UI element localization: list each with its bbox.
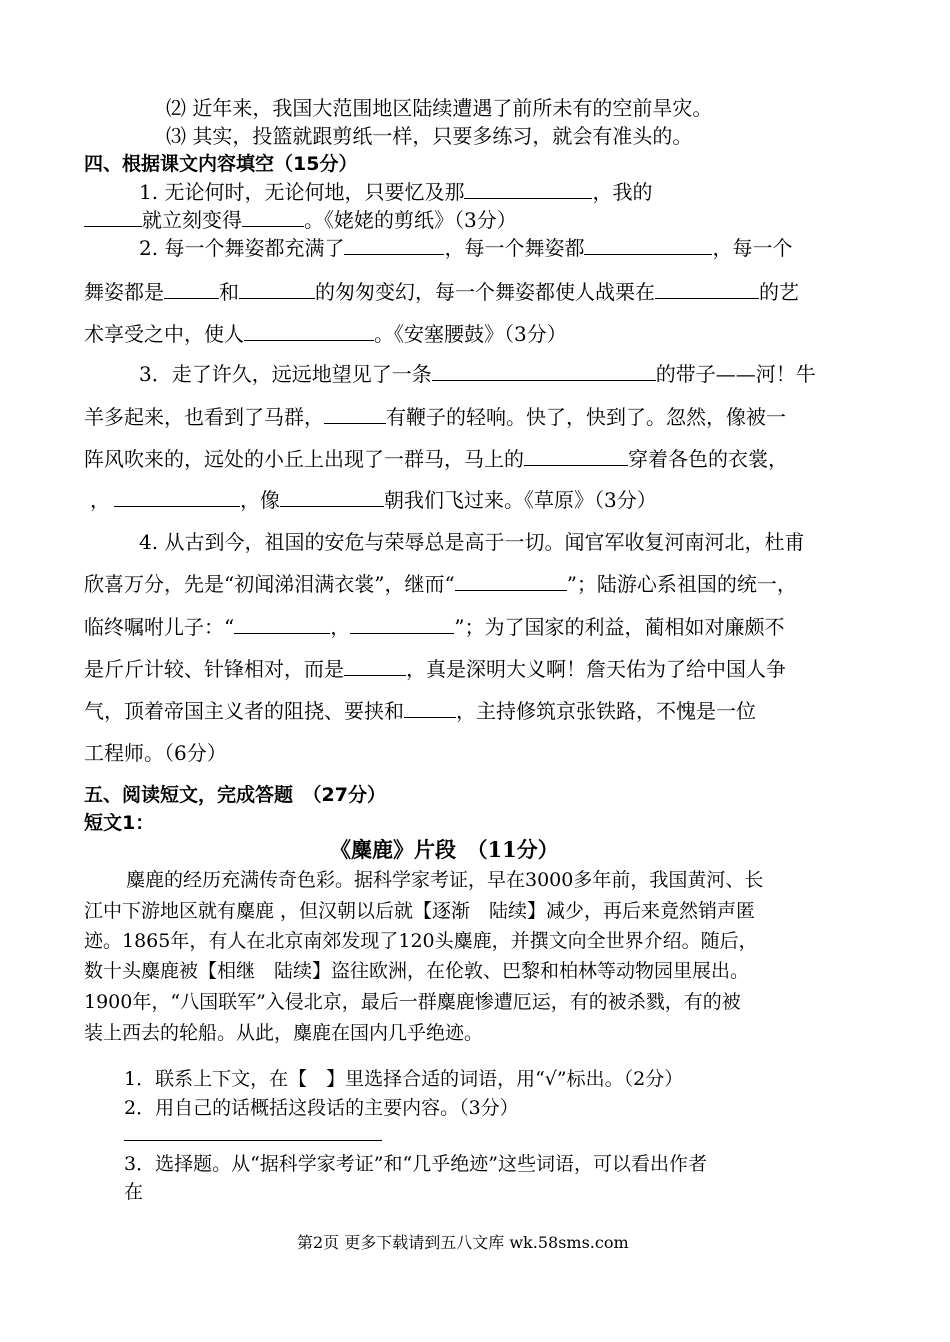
answer-blank[interactable] [464,180,592,199]
answer-blank[interactable] [350,615,454,634]
s4-q4-text-e: ， [330,615,351,639]
s4-q2-text-h: 术享受之中，使人 [84,322,244,346]
s4-q2-text-f: 的匆匆变幻，每一个舞姿都使人战栗在 [315,280,655,304]
s4-q2-line3 [84,322,567,346]
s4-q4-line5 [84,699,756,723]
s4-q4-line2 [84,572,797,596]
s4-q4-text-f: ”；为了国家的利益，蔺相如对廉颇不 [454,615,785,639]
s5-question-3-line1: 3．选择题。从“据科学家考证”和“几乎绝迹”这些词语，可以看出作者 [124,1153,707,1175]
s4-q2-text-i: 。《安塞腰鼓》（3分） [374,322,567,346]
s4-q3-line4 [90,488,657,512]
answer-blank[interactable] [432,362,656,381]
answer-blank[interactable] [344,236,444,255]
s4-q3-text-i: 朝我们飞过来。《草原》（3分） [384,488,657,512]
s5-question-2: 2．用自己的话概括这段话的主要内容。（3分） [124,1097,519,1119]
s4-q4-line3 [84,615,784,639]
s4-q3-text-a: 3．走了许久，远远地望见了一条 [139,362,432,386]
s4-q3-text-f: 穿着各色的衣裳， [628,447,788,471]
answer-blank[interactable] [234,615,330,634]
passage-line-3: 迹。1865年，有人在北京南郊发现了120头麋鹿，并撰文向全世界介绍。随后， [84,930,758,952]
answer-blank[interactable] [655,280,759,299]
s4-q3-text-b: 的带子——河！牛 [655,362,816,386]
s4-q4-text-k: 工程师。（6分） [84,741,227,765]
answer-blank[interactable] [239,280,315,299]
s4-q4-text-h: ，真是深明大义啊！詹天佑为了给中国人争 [406,657,786,681]
answer-blank[interactable] [114,488,240,507]
s4-q3-text-d: 有鞭子的轻响。快了，快到了。忽然，像被一 [386,405,786,429]
passage-line-6: 装上西去的轮船。从此，麋鹿在国内几乎绝迹。 [84,1022,484,1044]
answer-blank[interactable] [280,488,384,507]
s4-q1-text-c: 就立刻变得 [142,208,242,232]
answer-line[interactable] [124,1140,382,1141]
s4-q4-text-g: 是斤斤计较、针锋相对，而是 [84,657,344,681]
s4-q2-text-c: ，每一个 [712,236,793,260]
s4-q4-line1 [139,530,804,554]
passage-line-1: 麋鹿的经历充满传奇色彩。据科学家考证，早在3000多年前，我国黄河、长 [126,869,764,891]
section-4-heading: 四、根据课文内容填空（15分） [84,153,358,175]
s4-q2-line2 [84,280,799,304]
s4-q4-text-j: ，主持修筑京张铁路，不愧是一位 [456,699,756,723]
page-footer: 第2页 更多下载请到五八文库 wk.58sms.com [297,1233,629,1252]
s4-q2-text-a: 2. 每一个舞姿都充满了 [139,236,345,260]
s4-q4-text-a: 4. 从古到今，祖国的安危与荣辱总是高于一切。闻官军收复河南河北，杜甫 [139,530,805,554]
answer-blank[interactable] [584,236,712,255]
s4-q3-text-c: 羊多起来，也看到了马群， [84,405,324,429]
s4-q3-line1 [139,362,816,386]
s4-q3-text-g: ， [90,488,110,512]
s4-q4-line4 [84,657,786,681]
answer-blank[interactable] [242,208,304,227]
s4-q2-text-b: ，每一个舞姿都 [444,236,585,260]
s4-q1-line2 [84,208,517,232]
passage-line-4: 数十头麋鹿被【相继 陆续】盗往欧洲，在伦敦、巴黎和柏林等动物园里展出。 [84,960,750,982]
s4-q4-line6 [84,741,227,765]
s5-question-3-line2: 在 [124,1181,144,1203]
s4-q4-text-i: 气，顶着帝国主义者的阻挠、要挟和 [84,699,404,723]
s4-q4-text-c: ”；陆游心系祖国的统一， [566,572,797,596]
s4-q2-text-g: 的艺 [759,280,799,304]
answer-blank[interactable] [344,657,406,676]
s4-q3-text-e: 阵风吹来的，远处的小丘上出现了一群马，马上的 [84,447,524,471]
s5-question-1: 1．联系上下文，在【 】里选择合适的词语，用“√”标出。（2分） [124,1068,684,1090]
s4-q1-text-b: ，我的 [592,180,653,204]
s4-q2-text-e: 和 [219,280,239,304]
s4-q3-text-h: ，像 [240,488,280,512]
passage-title: 《麋鹿》片段 （11分） [330,837,559,862]
answer-blank[interactable] [164,280,219,299]
answer-blank[interactable] [324,405,386,424]
s3-item-2: ⑵ 近年来，我国大范围地区陆续遭遇了前所未有的空前旱灾。 [166,96,713,120]
passage-line-5: 1900年，“八国联军”入侵北京，最后一群麋鹿惨遭厄运，有的被杀戮，有的被 [84,991,741,1013]
section-5-heading: 五、阅读短文，完成答题 （27分） [84,784,386,806]
answer-blank[interactable] [84,208,142,227]
passage-1-label: 短文1： [84,812,155,834]
s4-q2-text-d: 舞姿都是 [84,280,164,304]
s4-q4-text-d: 临终嘱咐儿子：“ [84,615,235,639]
s4-q1-text-d: 。《姥姥的剪纸》（3分） [304,208,517,232]
s3-item-3: ⑶ 其实，投篮就跟剪纸一样，只要多练习，就会有准头的。 [166,124,693,148]
s4-q2-line1 [139,236,792,260]
s4-q1-line1 [139,180,652,204]
answer-blank[interactable] [244,322,374,341]
s4-q4-text-b: 欣喜万分，先是“初闻涕泪满衣裳”，继而“ [84,572,455,596]
s4-q3-line2 [84,405,786,429]
answer-blank[interactable] [455,572,567,591]
s4-q1-text-a: 1. 无论何时，无论何地，只要忆及那 [139,180,465,204]
answer-blank[interactable] [524,447,628,466]
passage-line-2: 江中下游地区就有麋鹿 ，但汉朝以后就【逐渐 陆续】减少，再后来竟然销声匿 [84,900,756,922]
answer-blank[interactable] [404,699,456,718]
s4-q3-line3 [84,447,788,471]
